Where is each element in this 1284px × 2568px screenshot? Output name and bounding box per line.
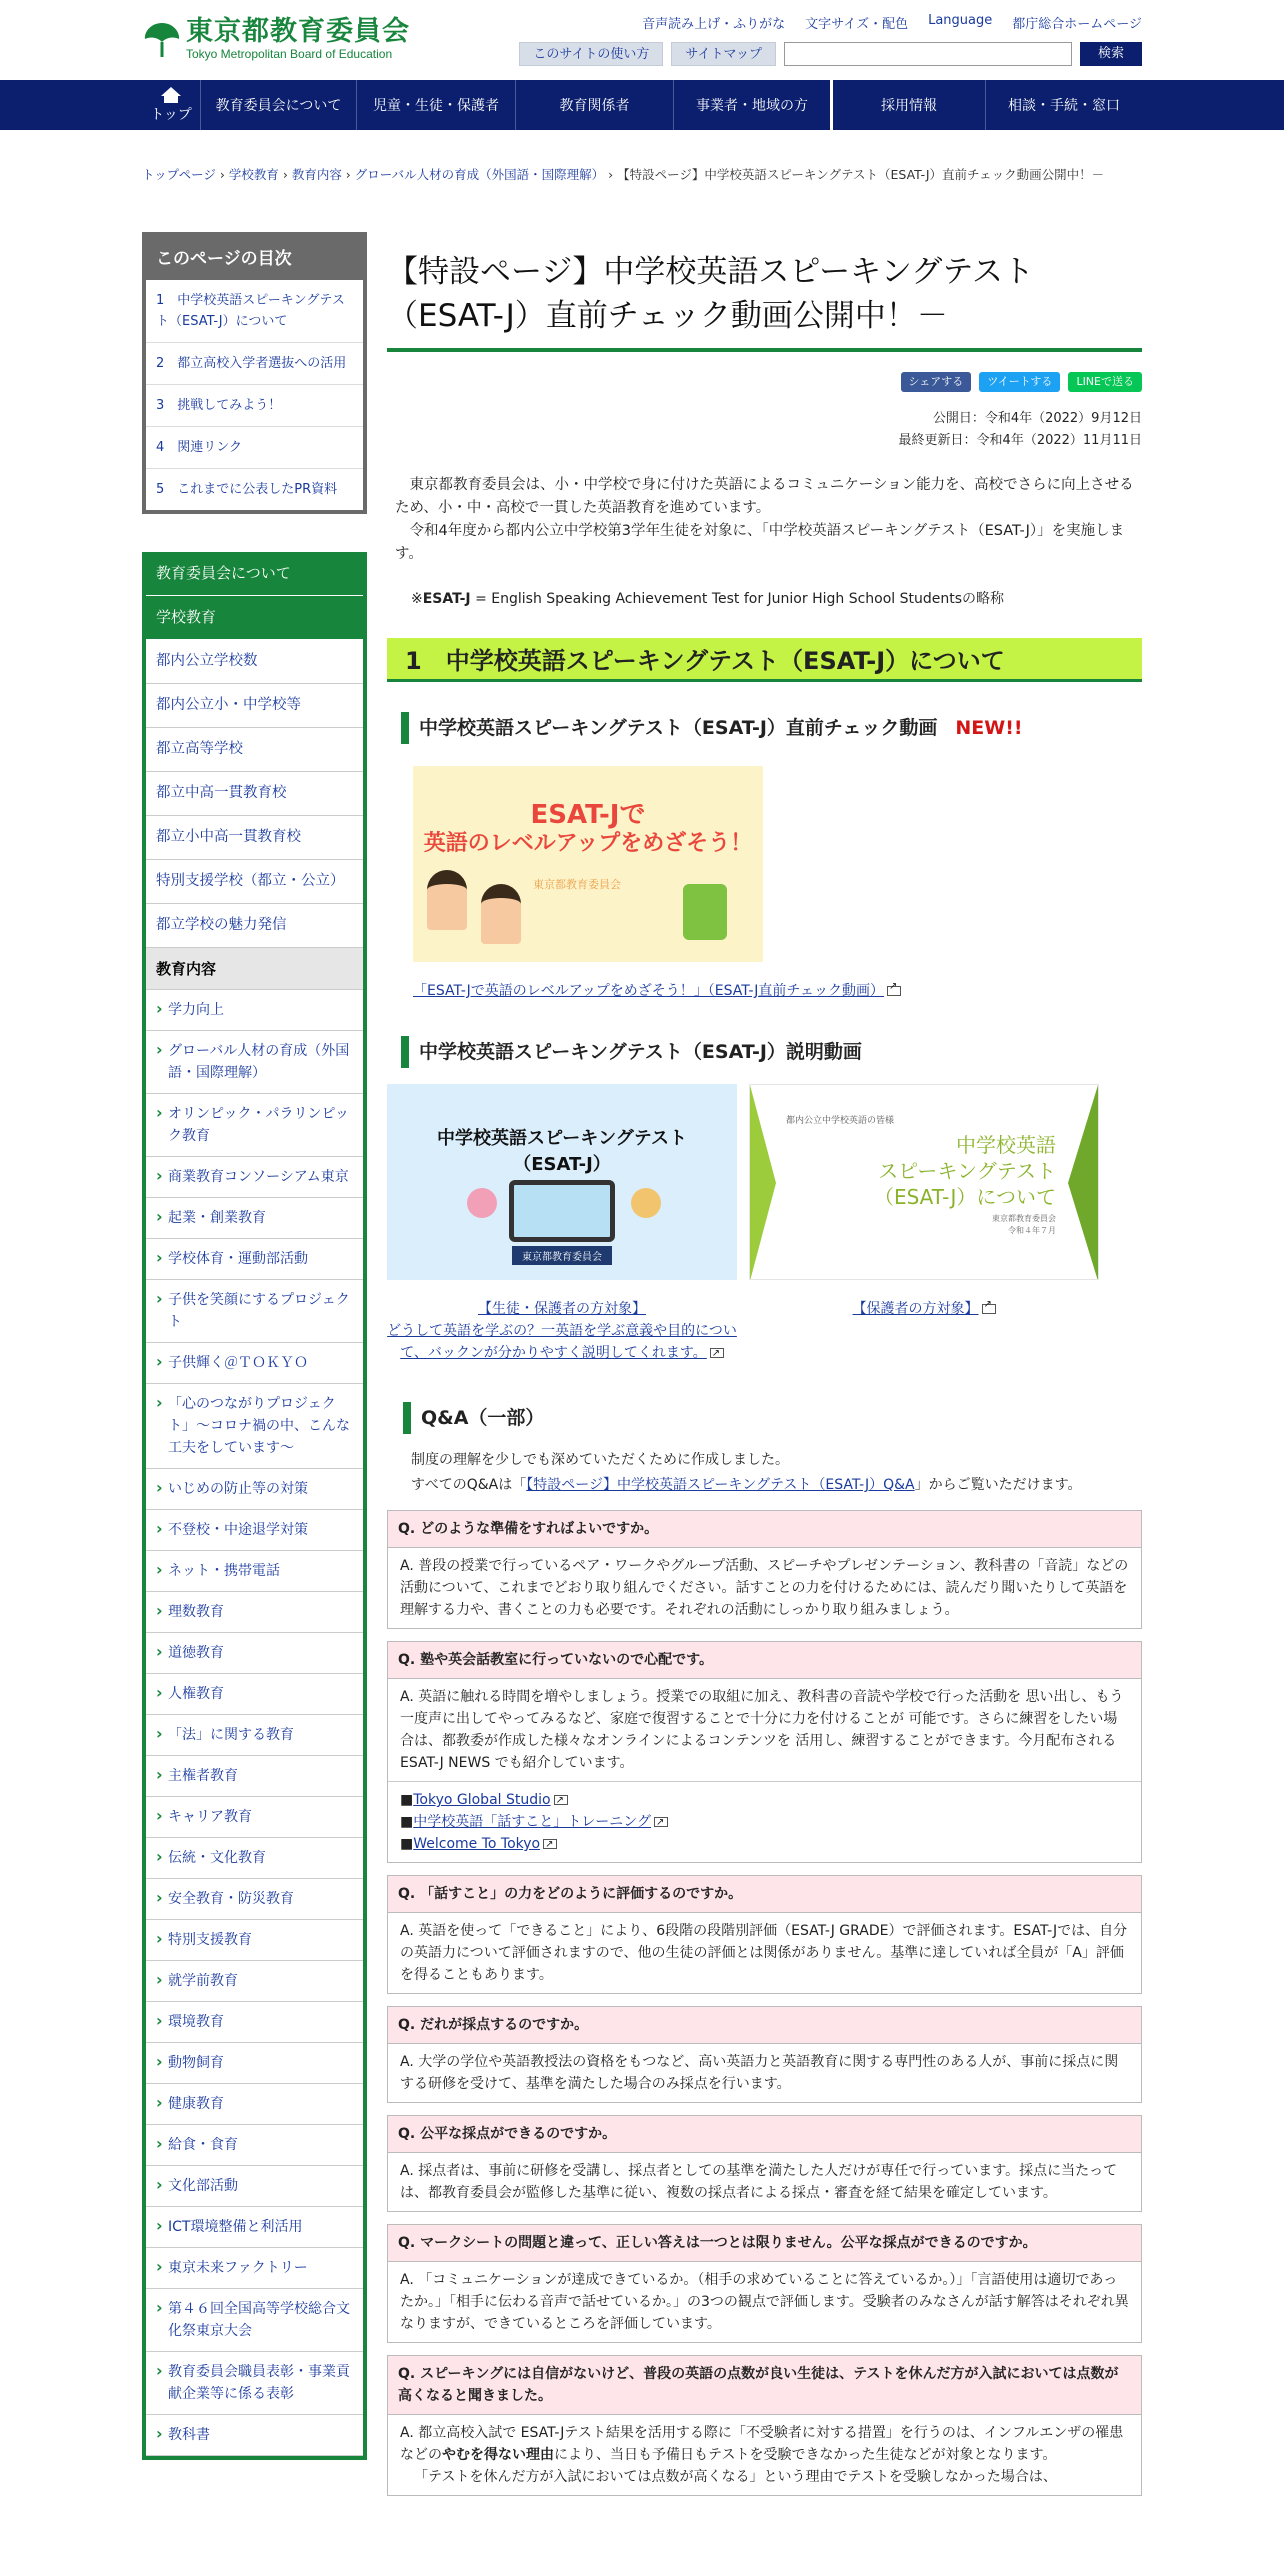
check-video-banner[interactable] xyxy=(413,766,763,962)
parent-video-thumbnail[interactable] xyxy=(749,1084,1099,1280)
toc-title: このページの目次 xyxy=(146,236,363,280)
local-nav-subitem[interactable]: 「法」に関する教育 xyxy=(168,1727,294,1743)
logo-text-en: Tokyo Metropolitan Board of Education xyxy=(186,47,393,61)
local-nav-item[interactable]: 都内公立学校数 xyxy=(156,653,258,669)
breadcrumb-item[interactable]: 教育内容 xyxy=(291,167,342,182)
video1-title-line: 中学校英語スピーキングテスト xyxy=(436,1128,688,1149)
toc-item[interactable]: 2 都立高校入学者選抜への活用 xyxy=(156,356,347,371)
video2-title-line: 中学校英語 xyxy=(956,1133,1056,1157)
subsection-heading-qa: Q&A（一部） xyxy=(403,1402,1142,1434)
local-nav-subitem[interactable]: 教科書 xyxy=(168,2427,210,2443)
site-logo[interactable] xyxy=(142,17,410,61)
qa-item xyxy=(387,2115,1142,2212)
share-buttons xyxy=(387,372,1142,392)
nav-consult[interactable]: 相談・手続・窓口 xyxy=(985,80,1142,130)
nav-educators[interactable]: 教育関係者 xyxy=(515,80,673,130)
local-nav-subitem[interactable]: 商業教育コンソーシアム東京 xyxy=(168,1169,349,1185)
external-link-icon xyxy=(543,1839,557,1849)
subsection-heading-explain-video: 中学校英語スピーキングテスト（ESAT-J）説明動画 xyxy=(401,1036,1142,1068)
qa-answer-text: A. 都立高校入試で ESAT-Jテスト結果を活用する際に「不受験者に対する措置」を行うのは、インフルエンザの罹患などの xyxy=(400,2425,1124,2463)
intro-text xyxy=(387,474,1142,566)
qa-item xyxy=(387,2006,1142,2103)
local-nav-item[interactable]: 都立高等学校 xyxy=(156,741,243,757)
link-metro-home[interactable]: 都庁総合ホームページ xyxy=(1012,17,1142,32)
breadcrumb: トップページ › 学校教育 › 教育内容 › グローバル人材の育成（外国語・国際理解） › 【特設ページ】中学校英語スピーキングテスト（ESAT-J）直前チェック動画公開中！－ xyxy=(142,167,1105,182)
local-nav-group[interactable]: 教育委員会について xyxy=(156,564,291,582)
breadcrumb-item[interactable]: 学校教育 xyxy=(228,167,279,182)
utility-links xyxy=(642,13,1142,32)
local-nav-item[interactable]: 都内公立小・中学校等 xyxy=(156,697,301,713)
green-triangle-decoration xyxy=(1068,1085,1098,1280)
global-nav xyxy=(0,80,1284,130)
video2-header: 都内公立中学校英語の皆様 xyxy=(786,1116,895,1126)
twitter-share-button[interactable]: ツイートする xyxy=(979,372,1060,392)
local-nav-subitem[interactable]: 特別支援教育 xyxy=(168,1932,252,1948)
abbreviation-note xyxy=(387,588,1142,608)
site-header xyxy=(0,0,1284,80)
link-language[interactable]: Language xyxy=(928,13,993,28)
link-read-aloud[interactable]: 音声読み上げ・ふりがな xyxy=(642,17,786,32)
toc-item[interactable]: 5 これまでに公表したPR資料 xyxy=(156,482,338,497)
welcome-to-tokyo-link[interactable]: Welcome To Tokyo xyxy=(413,1836,541,1852)
qa-answer: A. 英語を使って「できること」により、6段階の段階別評価（ESAT-J GRADE）で評価されます。ESAT-Jでは、自分の英語力について評価されますので、他の生徒の評価とは関係がありません。基準に達していれば全員が「A」評価を得ることもあります。 xyxy=(400,1923,1128,1983)
page-dates xyxy=(387,408,1142,452)
local-nav-subitem[interactable]: ICT環境整備と利活用 xyxy=(168,2219,303,2235)
local-nav-subitem[interactable]: キャリア教育 xyxy=(168,1809,252,1825)
qa-answer: A. 「コミュニケーションが達成できているか。（相手の求めていることに答えているか。）」「言語使用は適切であったか。」「相手に伝わる音声で話せているか。」の3つの観点で評価します。受験者のみなさんが話す解答はそれぞれ異なりますが、できているところを評価しています。 xyxy=(400,2272,1129,2332)
qa-question: Q. 塾や英会話教室に行っていないので心配です。 xyxy=(388,1642,1141,1679)
header-tools xyxy=(519,42,1142,66)
external-link-icon xyxy=(554,1795,568,1805)
local-nav-subitem[interactable]: 動物飼育 xyxy=(168,2055,224,2071)
video2-title-line: （ESAT-J）について xyxy=(873,1185,1056,1209)
local-nav-item[interactable]: 特別支援学校（都立・公立） xyxy=(156,873,345,889)
local-nav-item[interactable]: 都立小中高一貫教育校 xyxy=(156,829,301,845)
qa-answer-emphasis: やむを得ない理由 xyxy=(442,2447,554,2463)
facebook-share-button[interactable]: シェアする xyxy=(901,372,972,392)
nav-business[interactable]: 事業者・地域の方 xyxy=(673,80,830,130)
qa-question: Q. だれが採点するのですか。 xyxy=(388,2007,1141,2044)
video-captions xyxy=(387,1298,1142,1364)
local-nav-group[interactable]: 学校教育 xyxy=(156,608,217,626)
intro-paragraph: 令和4年度から都内公立中学校第3学年生徒を対象に、「中学校英語スピーキングテスト（ESAT-J）」を実施します。 xyxy=(395,523,1125,562)
sitemap-button[interactable]: サイトマップ xyxy=(671,42,776,66)
qa-item xyxy=(387,1641,1142,1863)
qa-item xyxy=(387,2224,1142,2343)
girl-illustration-icon xyxy=(427,870,467,930)
local-nav-subitem[interactable]: 理数教育 xyxy=(168,1604,224,1620)
note-term: ESAT-J xyxy=(422,591,471,607)
local-nav-subitem[interactable]: グローバル人材の育成（外国語・国際理解） xyxy=(168,1043,350,1081)
qa-question: Q. 公平な採点ができるのですか。 xyxy=(388,2116,1141,2153)
toc-item[interactable]: 1 中学校英語スピーキングテスト（ESAT-J）について xyxy=(156,293,345,329)
local-nav-subitem[interactable]: 道徳教育 xyxy=(168,1645,224,1661)
video-thumbnails xyxy=(387,1084,1142,1280)
local-nav-subitem[interactable]: オリンピック・パラリンピック教育 xyxy=(168,1106,349,1144)
student-video-description-link[interactable]: どうして英語を学ぶの？一英語を学ぶ意義や目的について、バックンが分かりやすく説明してくれます。 xyxy=(387,1323,737,1361)
intro-paragraph: 東京都教育委員会は、小・中学校で身に付けた英語によるコミュニケーション能力を、高校でさらに向上させるため、小・中・高校で一貫した英語教育を進めています。 xyxy=(395,477,1134,516)
note-text: = English Speaking Achievement Test for Junior High School Studentsの略称 xyxy=(470,591,1005,607)
qa-intro xyxy=(387,1448,1142,1498)
qa-answer: A. 普段の授業で行っているペア・ワークやグループ活動、スピーチやプレゼンテーション、教科書の「音読」などの活動について、これまでどおり取り組んでください。話すことの力を付けるためには、読んだり聞いたりして英語を理解する力や、書くことの力も必要です。それぞれの活動にしっかり取り組みましょう。 xyxy=(400,1558,1129,1618)
banner-title: 英語のレベルアップをめざそう！ xyxy=(423,831,753,856)
parent-video-link[interactable]: 【保護者の方対象】 xyxy=(852,1301,979,1317)
local-nav-subitem[interactable]: 東京未来ファクトリー xyxy=(168,2260,308,2276)
local-nav-subitem[interactable]: 伝統・文化教育 xyxy=(168,1850,266,1866)
nav-home[interactable] xyxy=(142,80,200,130)
local-nav-subitem[interactable]: 安全教育・防災教育 xyxy=(168,1891,294,1907)
external-link-icon xyxy=(982,1304,996,1314)
subsection-heading-check-video xyxy=(401,712,1142,744)
note-prefix: ※ xyxy=(411,591,423,607)
how-to-use-button[interactable]: このサイトの使い方 xyxy=(519,42,663,66)
main-content xyxy=(387,232,1142,2496)
nav-students[interactable]: 児童・生徒・保護者 xyxy=(356,80,515,130)
tokyo-global-studio-link[interactable]: Tokyo Global Studio xyxy=(413,1792,551,1808)
subsection-heading-text: 中学校英語スピーキングテスト（ESAT-J）直前チェック動画 xyxy=(419,717,938,739)
banner-subtitle: 東京都教育委員会 xyxy=(533,878,621,891)
qa-answer: A. 英語に触れる時間を増やしましょう。授業での取組に加え、教科書の音読や学校で行った活動を 思い出し、もう一度声に出してやってみるなど、家庭で復習することで十分に力を付けることが 可能です。さらに練習をしたい場合は、都教委が作成した様々なオンラインによるコンテンツを 活用し、練習することができます。今月配布される ESAT-J NEWS でも紹介しています。 xyxy=(400,1689,1124,1771)
qa-intro-text: すべてのQ&Aは「 xyxy=(411,1477,527,1493)
video2-title-line: スピーキングテスト xyxy=(878,1159,1056,1183)
student-video-thumbnail[interactable] xyxy=(387,1084,737,1280)
nav-board[interactable]: 教育委員会について xyxy=(200,80,356,130)
breadcrumb-current: 【特設ページ】中学校英語スピーキングテスト（ESAT-J）直前チェック動画公開中！－ xyxy=(617,167,1105,182)
local-nav-subitem[interactable]: 主権者教育 xyxy=(168,1768,238,1784)
qa-links: ■Tokyo Global Studio↗ ■中学校英語「話すこと」トレーニング↗ ■Welcome To Tokyo↗ xyxy=(388,1781,1141,1862)
line-share-button[interactable]: LINEで送る xyxy=(1068,372,1142,392)
home-icon xyxy=(160,86,182,104)
qa-question: Q. マークシートの問題と違って、正しい答えは一つとは限りません。公平な採点ができるのですか。 xyxy=(388,2225,1141,2262)
ginkgo-logo-icon xyxy=(142,19,182,59)
sidebar xyxy=(142,232,367,2460)
local-nav-subitem[interactable]: 教育委員会職員表彰・事業貢献企業等に係る表彰 xyxy=(168,2364,350,2402)
search-input[interactable] xyxy=(784,42,1072,66)
check-video-link[interactable]: 「ESAT-Jで英語のレベルアップをめざそう！」（ESAT-J直前チェック動画） xyxy=(413,983,885,999)
breadcrumb-item[interactable]: トップページ xyxy=(142,167,216,182)
reading-child-illustration-icon xyxy=(683,884,727,940)
section-heading: 1 中学校英語スピーキングテスト（ESAT-J）について xyxy=(387,638,1142,682)
qa-page-link[interactable]: 【特設ページ】中学校英語スピーキングテスト（ESAT-J）Q&A xyxy=(526,1477,915,1493)
qa-question: Q. スピーキングには自信がないけど、普段の英語の点数が良い生徒は、テストを休んだ方が入試においては点数が高くなると聞きました。 xyxy=(388,2356,1141,2415)
qa-answer: A. 採点者は、事前に研修を受講し、採点者としての基準を満たした人だけが専任で行っています。採点に当たっては、都教育委員会が監修した基準に従い、複数の採点者による採点・審査を経て結果を確定しています。 xyxy=(400,2163,1118,2201)
video1-title-line: （ESAT-J） xyxy=(513,1154,611,1175)
local-nav-subitem[interactable]: 第４６回全国高等学校総合文化祭東京大会 xyxy=(168,2301,350,2339)
toc-item[interactable]: 4 関連リンク xyxy=(156,440,243,455)
qa-answer xyxy=(388,2415,1141,2495)
local-nav-subitem[interactable]: 起業・創業教育 xyxy=(168,1210,266,1226)
link-text-size[interactable]: 文字サイズ・配色 xyxy=(805,17,909,32)
local-nav-subitem[interactable]: 健康教育 xyxy=(168,2096,224,2112)
local-nav-subitem[interactable]: 就学前教育 xyxy=(168,1973,238,1989)
logo-text-ja: 東京都教育委員会 xyxy=(186,16,410,47)
qa-item xyxy=(387,2355,1142,2496)
updated-date: 最終更新日：令和4年（2022）11月11日 xyxy=(898,433,1142,448)
local-nav-subitem[interactable]: 文化部活動 xyxy=(168,2178,238,2194)
boy-illustration-icon xyxy=(481,884,521,944)
video1-org-label: 東京都教育委員会 xyxy=(512,1246,612,1265)
local-nav-subitem[interactable]: 人権教育 xyxy=(168,1686,224,1702)
toc-item[interactable]: 3 挑戦してみよう！ xyxy=(156,398,282,413)
person-illustration-icon xyxy=(467,1188,497,1218)
speaking-training-link[interactable]: 中学校英語「話すこと」トレーニング xyxy=(413,1814,651,1830)
qa-answer: A. 大学の学位や英語教授法の資格をもつなど、高い英語力と英語教育に関する専門性のある人が、事前に採点に関する研修を受けて、基準を満たした場合のみ採点を行います。 xyxy=(400,2054,1119,2092)
qa-answer-text: により、当日も予備日もテストを受験できなかった生徒などが対象となります。 xyxy=(554,2447,1057,2463)
video2-subtitle: 令和４年７月 xyxy=(1008,1226,1056,1235)
qa-answer-text: 「テストを休んだ方が入試においては点数が高くなる」という理由でテストを受験しなかった場合は、 xyxy=(414,2469,1057,2485)
local-nav-subitem[interactable]: 給食・食育 xyxy=(168,2137,238,2153)
external-link-icon xyxy=(887,986,901,996)
local-nav-subitem[interactable]: 環境教育 xyxy=(168,2014,224,2030)
local-nav-subitem[interactable]: ネット・携帯電話 xyxy=(168,1563,280,1579)
qa-item xyxy=(387,1875,1142,1994)
local-nav xyxy=(142,552,367,2460)
page-title: 【特設ページ】中学校英語スピーキングテスト（ESAT-J）直前チェック動画公開中！－ xyxy=(387,232,1142,352)
qa-question: Q. どのような準備をすればよいですか。 xyxy=(388,1511,1141,1548)
qa-item xyxy=(387,1510,1142,1629)
external-link-icon xyxy=(710,1348,724,1358)
nav-recruit[interactable]: 採用情報 xyxy=(830,80,985,130)
local-nav-subitem[interactable]: 子供を笑顔にするプロジェクト xyxy=(168,1292,350,1330)
student-video-link[interactable]: 【生徒・保護者の方対象】 xyxy=(478,1301,646,1317)
local-nav-subitem[interactable]: 学校体育・運動部活動 xyxy=(168,1251,308,1267)
external-link-icon xyxy=(654,1817,668,1827)
local-nav-subitem[interactable]: 不登校・中途退学対策 xyxy=(168,1522,308,1538)
new-badge: NEW!! xyxy=(955,717,1023,739)
local-nav-item[interactable]: 都立中高一貫教育校 xyxy=(156,785,287,801)
banner-title: ESAT-Jで xyxy=(530,800,646,830)
local-nav-subitem[interactable]: 学力向上 xyxy=(168,1002,224,1018)
tablet-illustration-icon xyxy=(509,1180,615,1242)
local-nav-item[interactable]: 都立学校の魅力発信 xyxy=(156,917,287,933)
qa-intro-line: 制度の理解を少しでも深めていただくために作成しました。 xyxy=(411,1452,789,1468)
search-button[interactable]: 検索 xyxy=(1080,42,1142,66)
green-triangle-decoration xyxy=(750,1085,776,1280)
local-nav-subitem[interactable]: いじめの防止等の対策 xyxy=(168,1481,308,1497)
breadcrumb-item[interactable]: グローバル人材の育成（外国語・国際理解） xyxy=(354,167,605,182)
local-nav-subitem[interactable]: 子供輝く＠ＴＯＫＹＯ xyxy=(168,1355,308,1371)
local-nav-current: 教育内容 xyxy=(146,948,363,990)
video2-subtitle: 東京都教育委員会 xyxy=(992,1214,1056,1223)
page-toc xyxy=(142,232,367,514)
published-date: 公開日：令和4年（2022）9月12日 xyxy=(932,411,1142,426)
nav-home-label: トップ xyxy=(150,107,192,123)
qa-question: Q. 「話すこと」の力をどのように評価するのですか。 xyxy=(388,1876,1141,1913)
local-nav-subitem[interactable]: 「心のつながりプロジェクト」～コロナ禍の中、こんな工夫をしています～ xyxy=(168,1396,350,1456)
qa-intro-text: 」からご覧いただけます。 xyxy=(914,1477,1082,1493)
person-illustration-icon xyxy=(631,1188,661,1218)
